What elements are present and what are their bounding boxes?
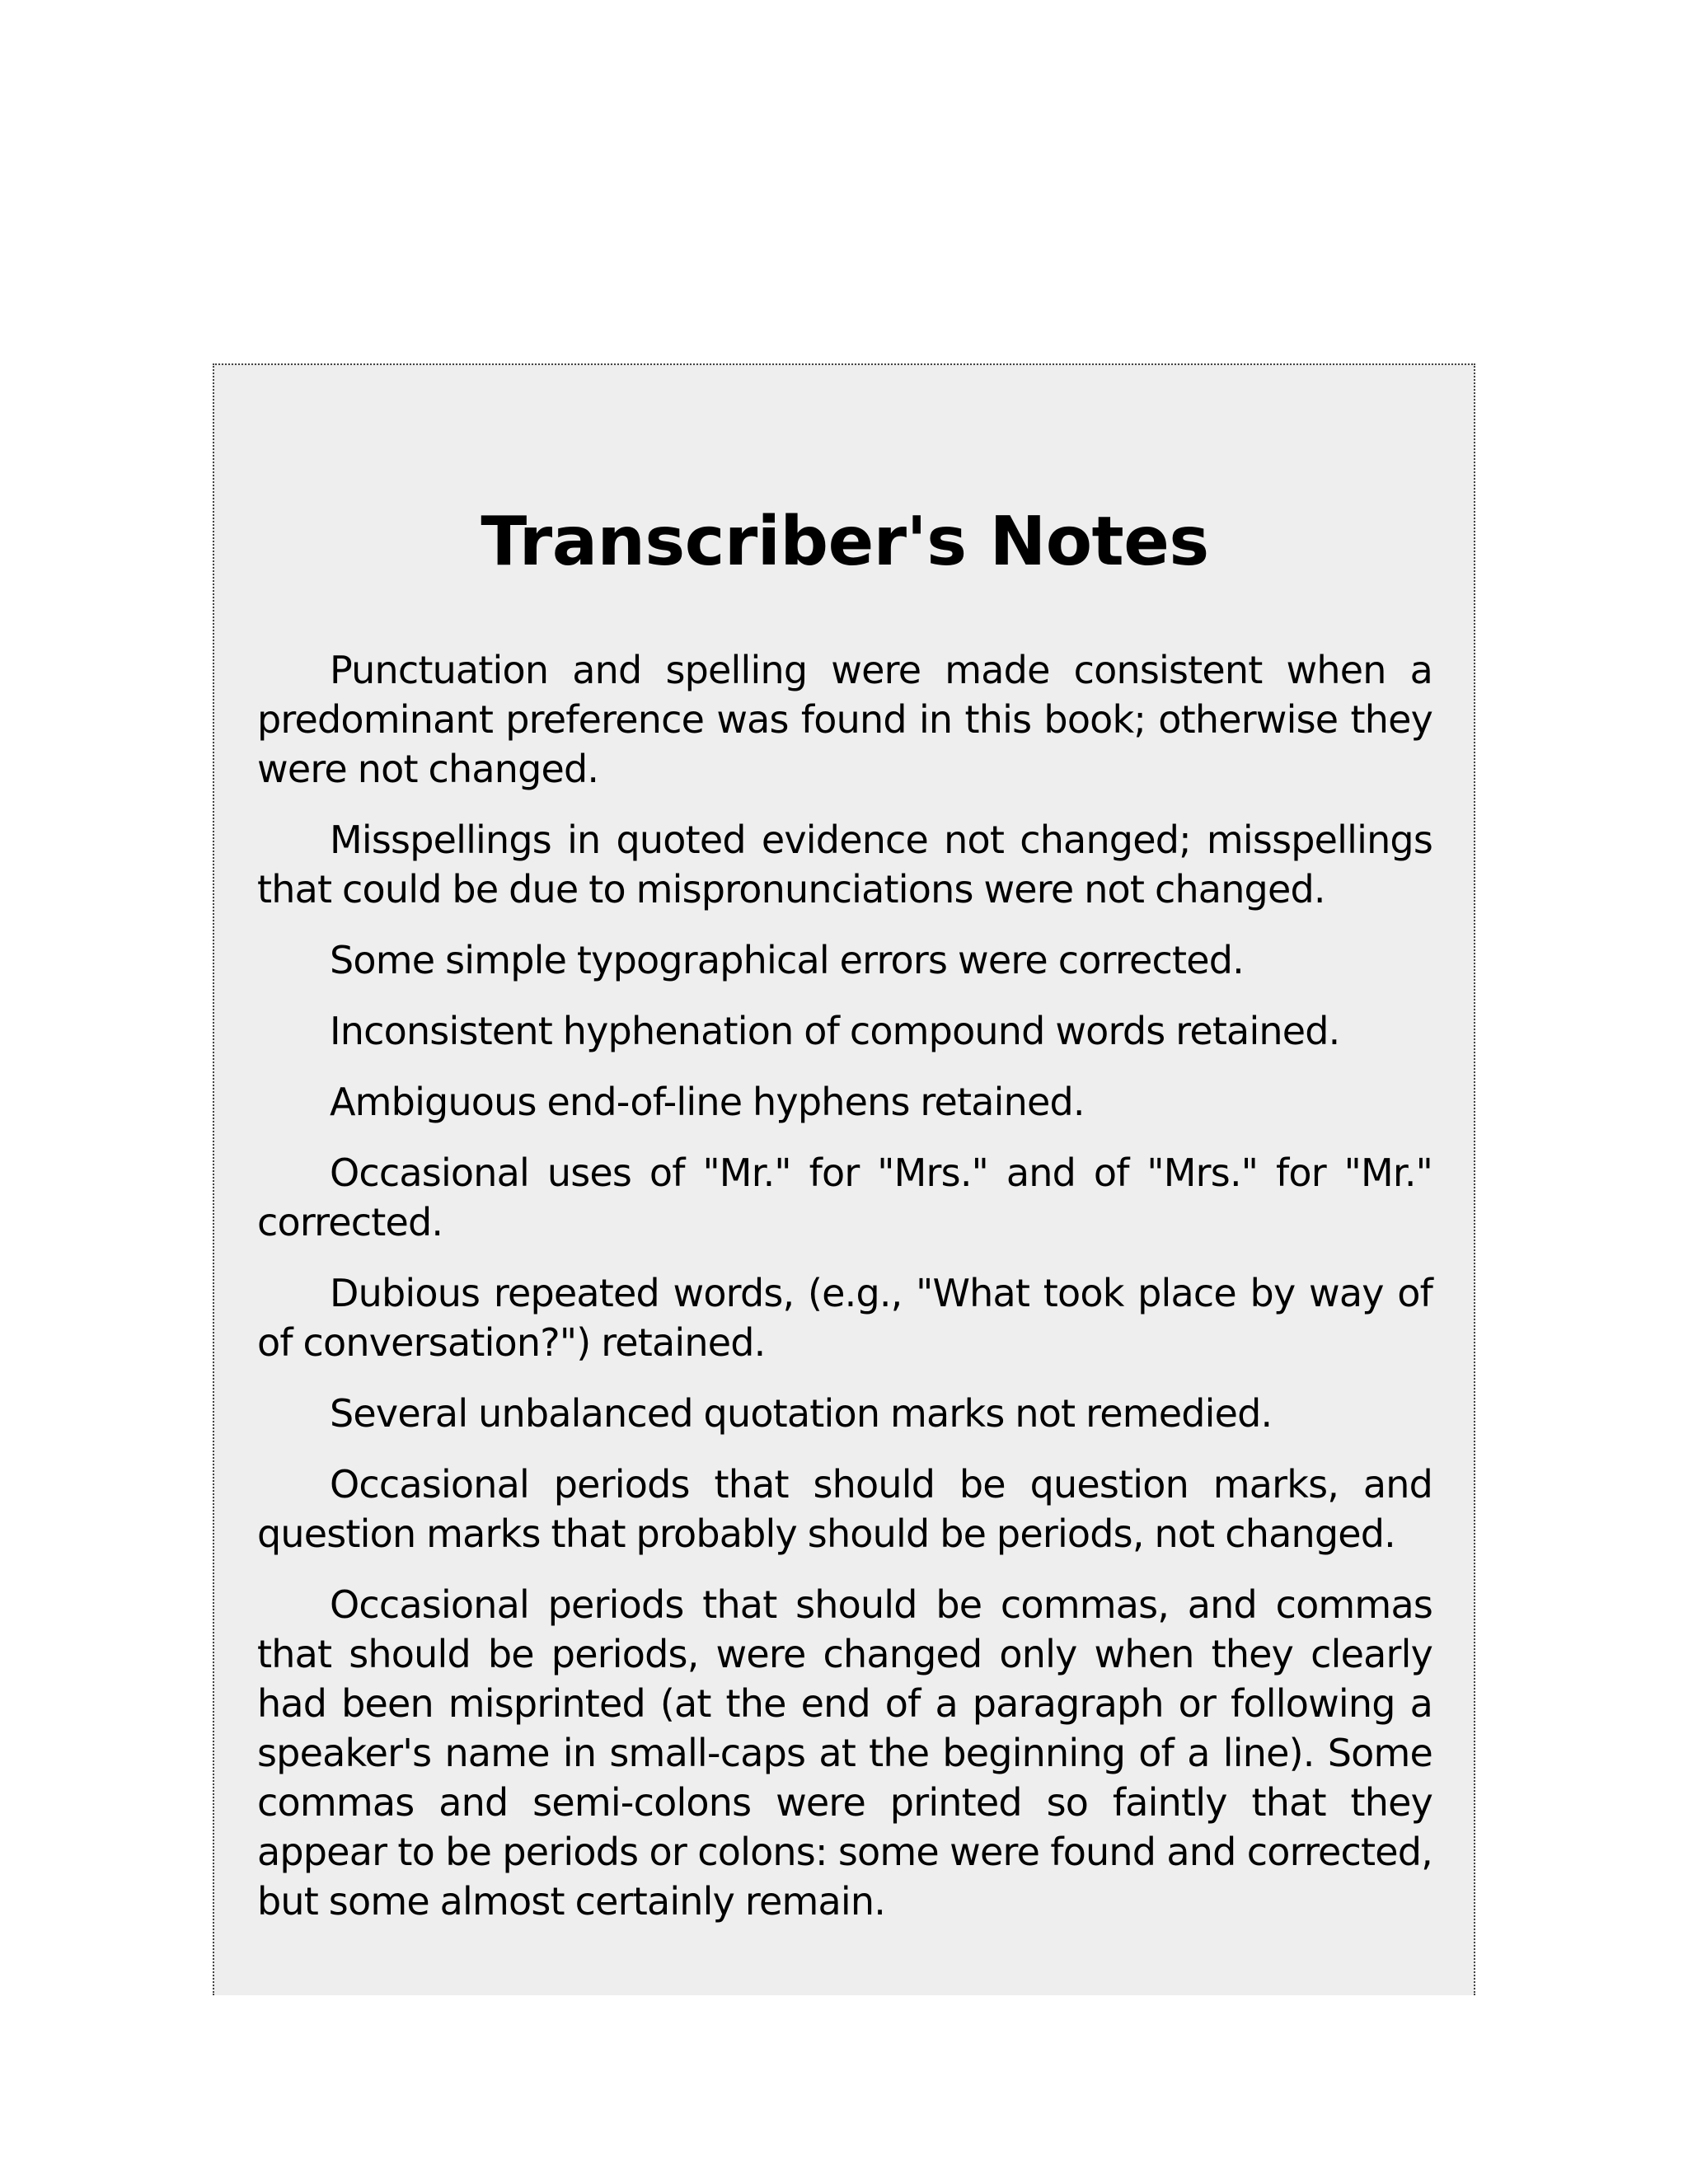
note-paragraph: Punctuation and spelling were made consistent when a predominant preference was found in this book; otherwise they were not changed. (257, 648, 1432, 792)
note-paragraph: Dubious repeated words, (e.g., "What took place by way of of conversation?") retained. (257, 1271, 1432, 1366)
note-paragraph: Occasional periods that should be commas, and commas that should be periods, were changed only when they clearly had been misprinted (at the end of a paragraph or following a speaker's name in small-caps at the beginning of a line). Some commas and semi-colons were printed so faintly that they appear to be periods or colons: some were found and corrected, but some almost certainly remain. (257, 1582, 1432, 1924)
note-paragraph: Occasional periods that should be question marks, and question marks that probably should be periods, not changed. (257, 1462, 1432, 1557)
note-paragraph: Several unbalanced quotation marks not remedied. (330, 1391, 1273, 1436)
note-paragraph: Occasional uses of "Mr." for "Mrs." and of "Mrs." for "Mr." corrected. (257, 1151, 1432, 1245)
transcribers-notes-box (213, 363, 1475, 1995)
note-paragraph: Ambiguous end-of-line hyphens retained. (330, 1080, 1085, 1125)
note-paragraph: Inconsistent hyphenation of compound words retained. (330, 1009, 1340, 1054)
note-paragraph: Misspellings in quoted evidence not changed; misspellings that could be due to mispronunciations were not changed. (257, 818, 1432, 912)
notes-title: Transcriber's Notes (481, 503, 1209, 581)
note-paragraph: Some simple typographical errors were corrected. (330, 938, 1244, 983)
